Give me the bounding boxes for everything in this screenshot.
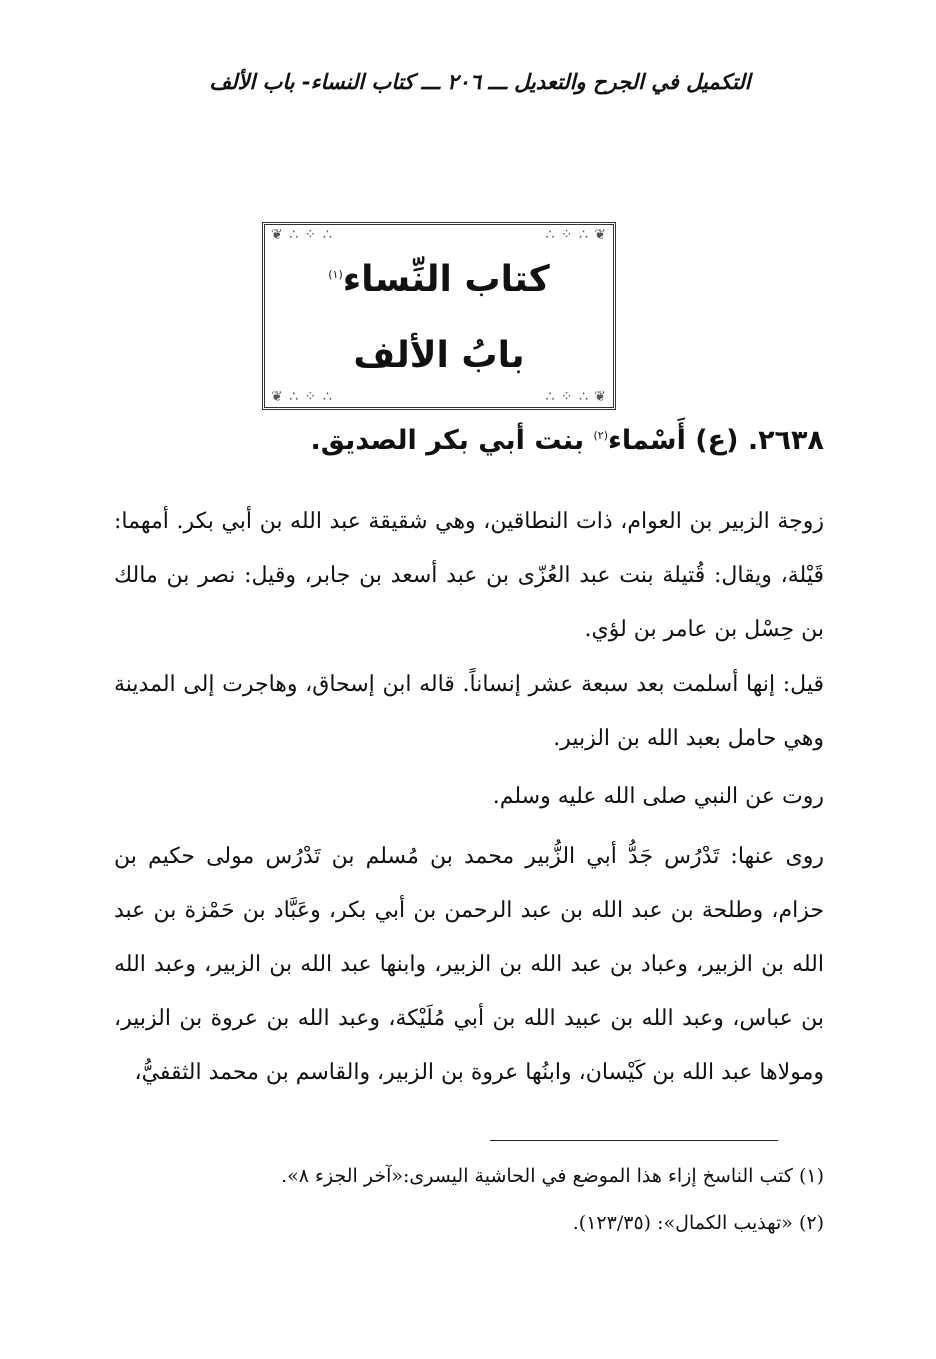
running-header: التكميل في الجرح والتعديل ـــ ٢٠٦ ـــ كتاب النساء- باب الألف [209,70,751,94]
entry-heading [104,425,824,456]
entry-name: أَسْماء [608,425,686,456]
entry-rest: بنت أبي بكر الصديق. [310,425,585,456]
corner-ornament-icon: ∴ ⁘ ∴ ❦ [545,227,607,243]
footnote-ref: (١) [328,268,343,281]
corner-ornament-icon: ∴ ⁘ ∴ ❦ [545,389,607,405]
paragraph: زوجة الزبير بن العوام، ذات النطاقين، وهي شقيقة عبد الله بن أبي بكر. أمهما: قَيْلة، ويقال: قُتيلة بنت عبد العُزّى بن عبد أسعد بن جابر، وقيل: نصر بن مالك بن حِسْل بن عامر بن لؤي. [114,509,824,642]
corner-ornament-icon: ❦ ∴ ⁘ ∴ [271,389,333,405]
chapter-title-box [262,222,616,410]
footnote: (١) كتب الناسخ إزاء هذا الموضع في الحاشية اليسرى:«آخر الجزء ٨». [281,1165,824,1187]
paragraph: روى عنها: تَدْرُس جَدُّ أبي الزُّبير محمد بن مُسلم بن تَدْرُس مولى حكيم بن حزام، وطلحة بن عبد الله بن عبد الرحمن بن أبي بكر، وعَبَّاد بن حَمْزة بن عبد الله بن الزبير، وعباد بن عبد الله بن الزبير، وابنها عبد الله بن الزبير، وعبد الله بن عباس، وعبد الله بن عبيد الله بن أبي مُلَيْكة، وعبد الله بن عروة بن الزبير، ومولاها عبد الله بن كَيْسان، وابنُها عروة بن الزبير، والقاسم بن محمد الثقفيُّ، [114,844,824,1085]
entry-code: (ع) [695,425,739,456]
paragraph: روت عن النبي صلى الله عليه وسلم. [492,784,824,809]
chapter-title [265,259,613,300]
paragraph: قيل: إنها أسلمت بعد سبعة عشر إنساناً. قاله ابن إسحاق، وهاجرت إلى المدينة وهي حامل بعبد الله بن الزبير. [114,672,824,751]
entry-number: ٢٦٣٨. [747,425,824,456]
footnote-ref: (٢) [593,429,609,442]
footnote: (٢) «تهذيب الكمال»: (١٢٣/٣٥). [572,1212,824,1234]
chapter-title-text: كتاب النِّساء [342,259,550,300]
section-title: بابُ الألف [353,335,525,376]
footnote-separator [490,1140,778,1141]
corner-ornament-icon: ❦ ∴ ⁘ ∴ [271,227,333,243]
